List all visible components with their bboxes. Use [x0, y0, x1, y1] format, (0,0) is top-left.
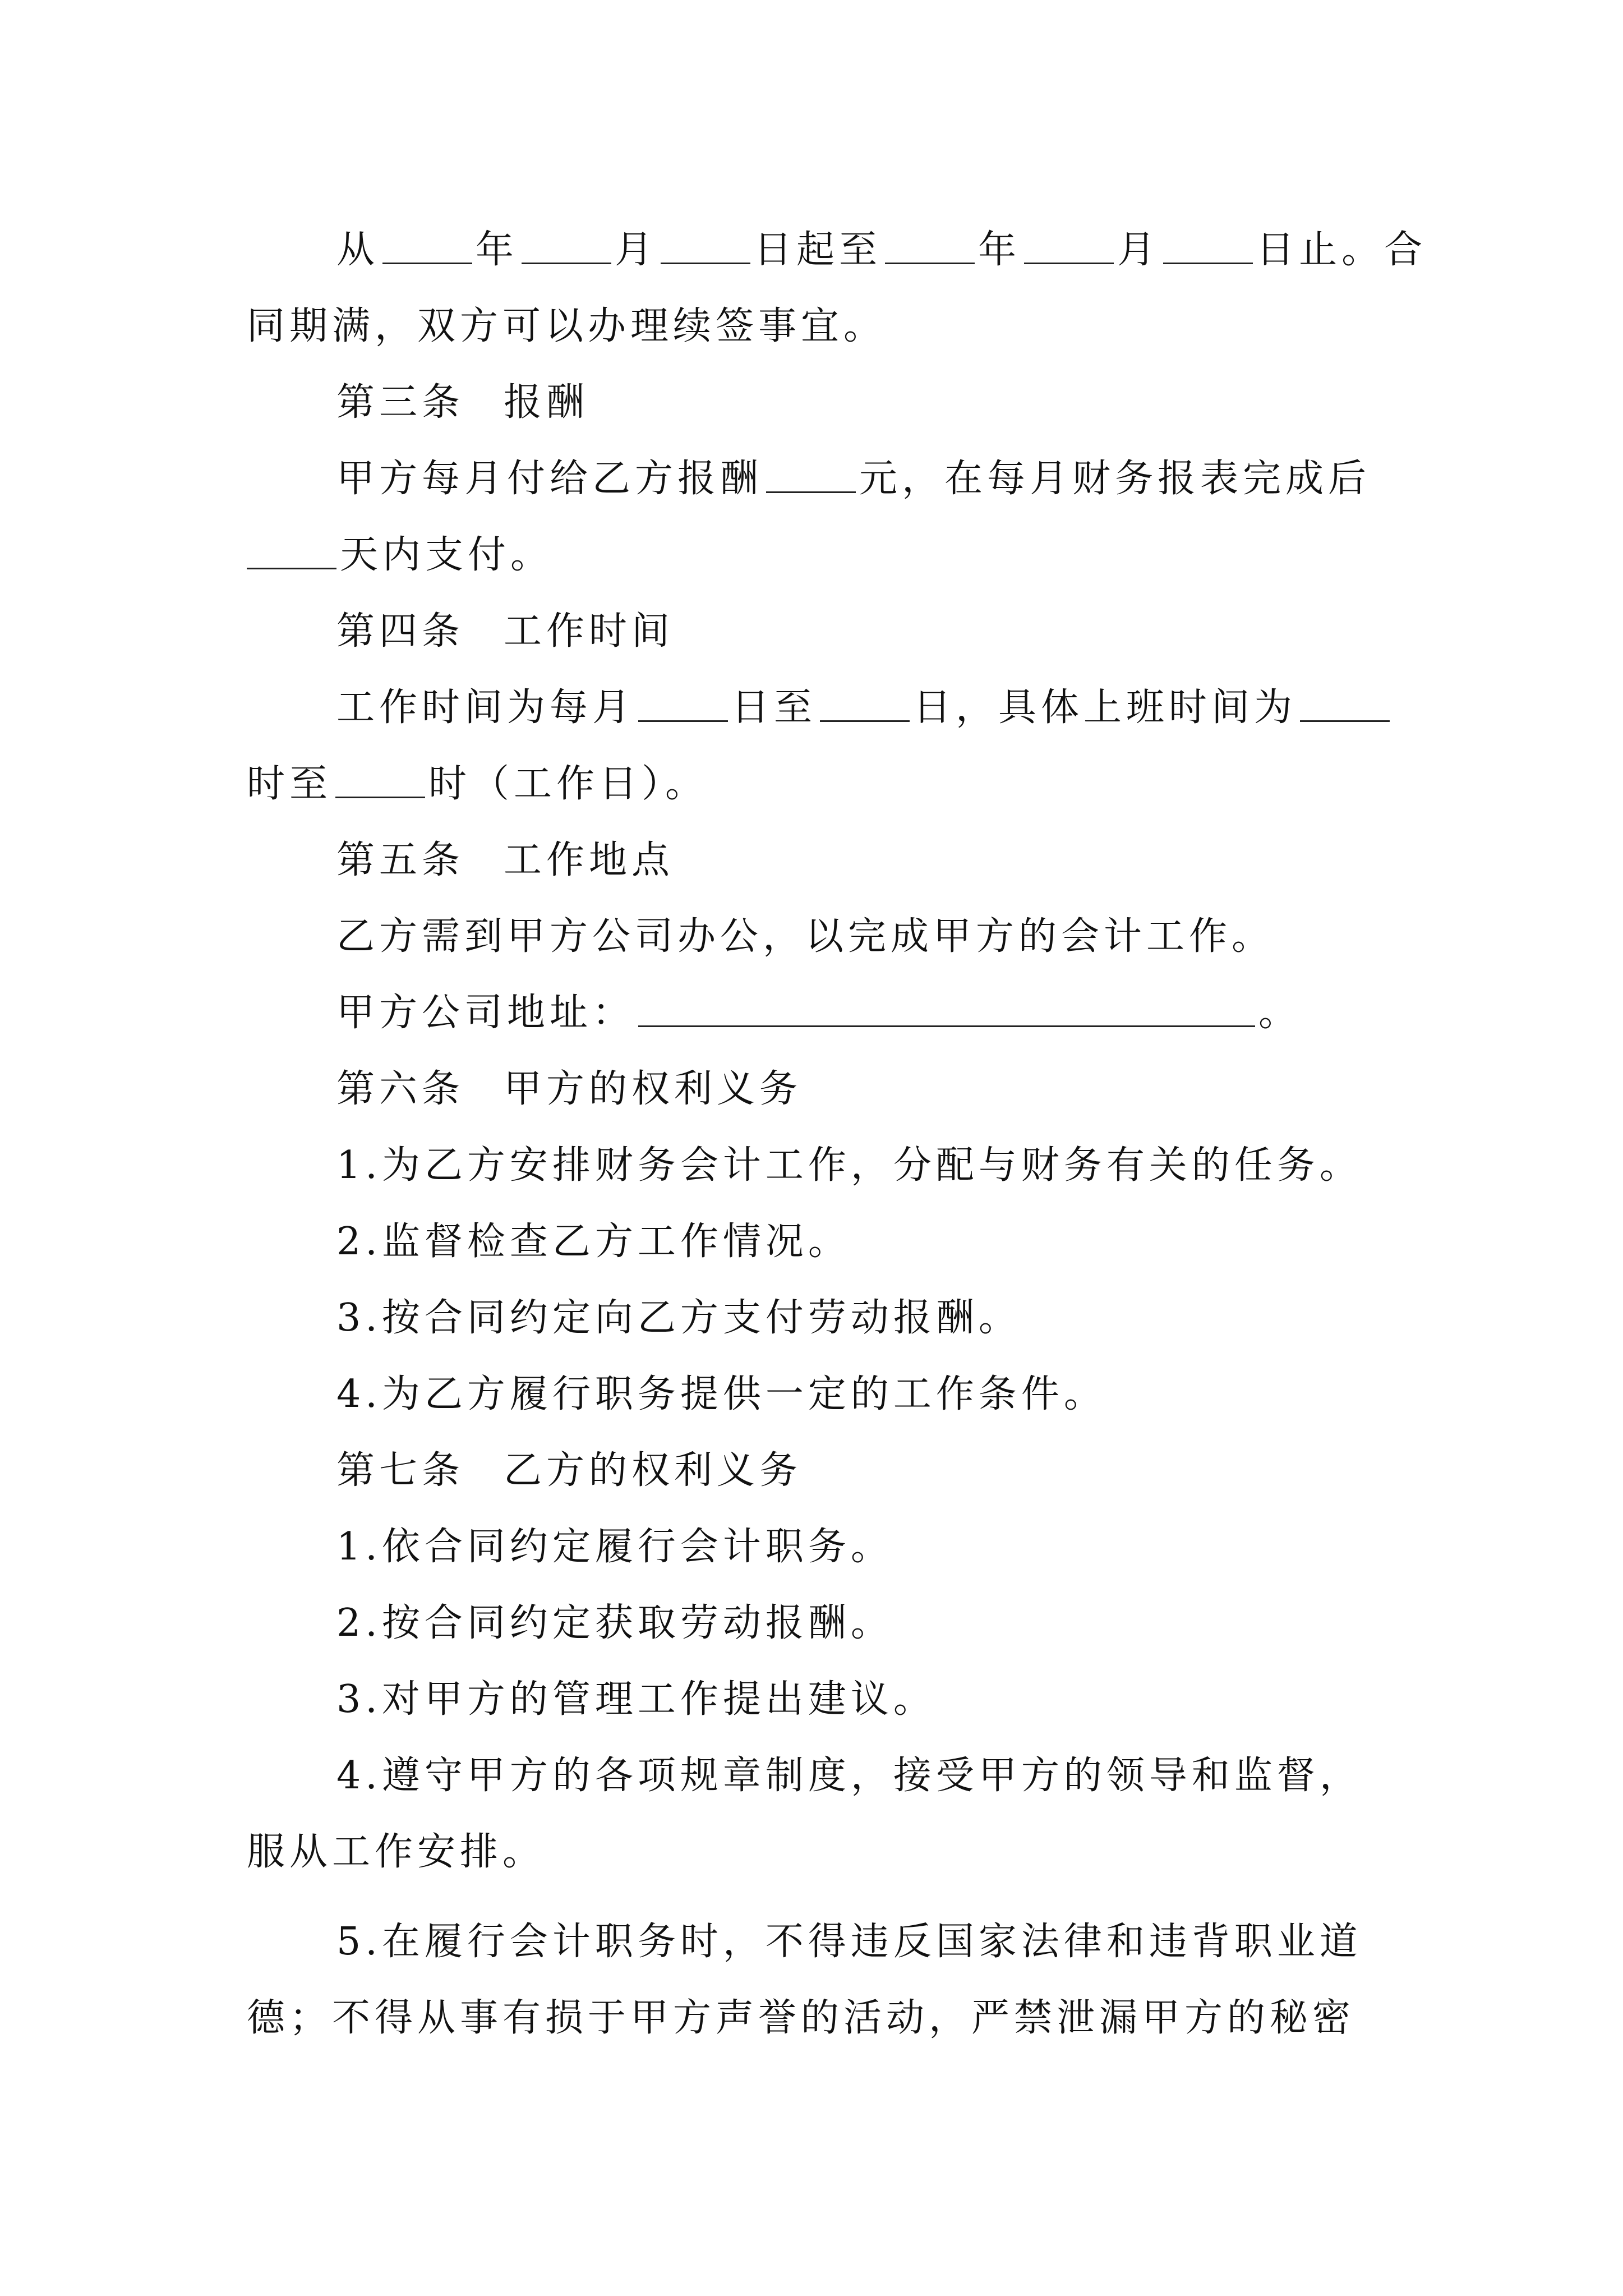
article-7-heading	[247, 1433, 1391, 1509]
article-title: 工作时间	[504, 609, 675, 654]
blank-end-hour	[335, 761, 425, 799]
article-5-heading	[247, 822, 1391, 899]
party-b-duty-4: 4.遵守甲方的各项规章制度，接受甲方的领导和监督，	[336, 1754, 1362, 1798]
work-time-line-2	[247, 746, 1391, 822]
party-b-duty-4-cont: 服从工作安排。	[247, 1830, 546, 1874]
article-title: 甲方的权利义务	[504, 1067, 803, 1111]
article-3-heading	[247, 365, 1391, 441]
party-a-duty-2: 2.监督检查乙方工作情况。	[336, 1220, 851, 1264]
blank-start-year	[382, 227, 472, 265]
party-b-duty-1: 1.依合同约定履行会计职务。	[336, 1525, 893, 1569]
work-time-line	[247, 670, 1391, 746]
text-fragment: 日，具体上班时间为	[913, 685, 1297, 730]
text-fragment: 工作时间为每月	[336, 685, 635, 730]
article-title: 工作地点	[504, 838, 675, 882]
text-fragment: 年	[978, 228, 1021, 272]
text-fragment: 天内支付。	[340, 533, 554, 577]
blank-end-date	[820, 684, 910, 723]
text-fragment: 甲方每月付给乙方报酬	[336, 457, 763, 501]
document-body	[247, 212, 1427, 2056]
text-fragment: 日起至	[754, 228, 882, 272]
party-a-duty-4: 4.为乙方履行职务提供一定的工作条件。	[336, 1372, 1106, 1416]
text-fragment: 月	[1117, 228, 1160, 272]
article-title: 乙方的权利义务	[504, 1448, 803, 1493]
text-fragment: 时（工作日）。	[428, 762, 708, 806]
address-label: 甲方公司地址：	[336, 991, 635, 1035]
blank-end-year	[885, 227, 975, 265]
text-fragment: 从	[336, 228, 380, 272]
blank-address	[638, 990, 1255, 1028]
text-fragment: 年	[476, 228, 519, 272]
blank-end-month	[1024, 227, 1114, 265]
term-period-line-2: 同期满，双方可以办理续签事宜。	[247, 304, 887, 348]
article-6-heading	[247, 1051, 1391, 1128]
article-number: 第七条	[336, 1448, 465, 1493]
party-b-duty-3: 3.对甲方的管理工作提出建议。	[336, 1677, 936, 1722]
blank-end-day	[1163, 227, 1253, 265]
blank-amount	[766, 455, 856, 494]
party-a-duty-1: 1.为乙方安排财务会计工作，分配与财务有关的任务。	[336, 1143, 1362, 1188]
blank-days	[247, 532, 336, 570]
article-title: 报酬	[504, 380, 589, 425]
workplace-line: 乙方需到甲方公司办公，以完成甲方的会计工作。	[336, 914, 1275, 959]
party-b-duty-2: 2.按合同约定获取劳动报酬。	[336, 1601, 893, 1645]
article-number: 第三条	[336, 380, 465, 425]
article-4-heading	[247, 593, 1391, 670]
text-fragment: 。	[1258, 991, 1302, 1035]
remuneration-line-2	[247, 517, 1391, 593]
text-fragment: 月	[615, 228, 658, 272]
blank-start-day	[661, 227, 750, 265]
text-fragment: 日至	[731, 685, 817, 730]
text-fragment: 元，在每月财务报表完成后	[859, 457, 1371, 501]
remuneration-line	[247, 441, 1391, 517]
party-b-duty-5-cont: 德；不得从事有损于甲方声誉的活动，严禁泄漏甲方的秘密	[247, 1996, 1355, 2040]
term-period-line	[247, 212, 1427, 288]
party-a-duty-3: 3.按合同约定向乙方支付劳动报酬。	[336, 1296, 1021, 1340]
blank-start-month	[522, 227, 611, 265]
article-number: 第六条	[336, 1067, 465, 1111]
party-b-duty-5: 5.在履行会计职务时，不得违反国家法律和违背职业道	[336, 1920, 1362, 1964]
text-fragment: 时至	[247, 762, 333, 806]
blank-start-hour	[1300, 684, 1390, 723]
blank-start-date	[638, 684, 728, 723]
text-fragment: 日止。合	[1256, 228, 1427, 272]
company-address-line	[247, 975, 1391, 1051]
article-number: 第五条	[336, 838, 465, 882]
article-number: 第四条	[336, 609, 465, 654]
